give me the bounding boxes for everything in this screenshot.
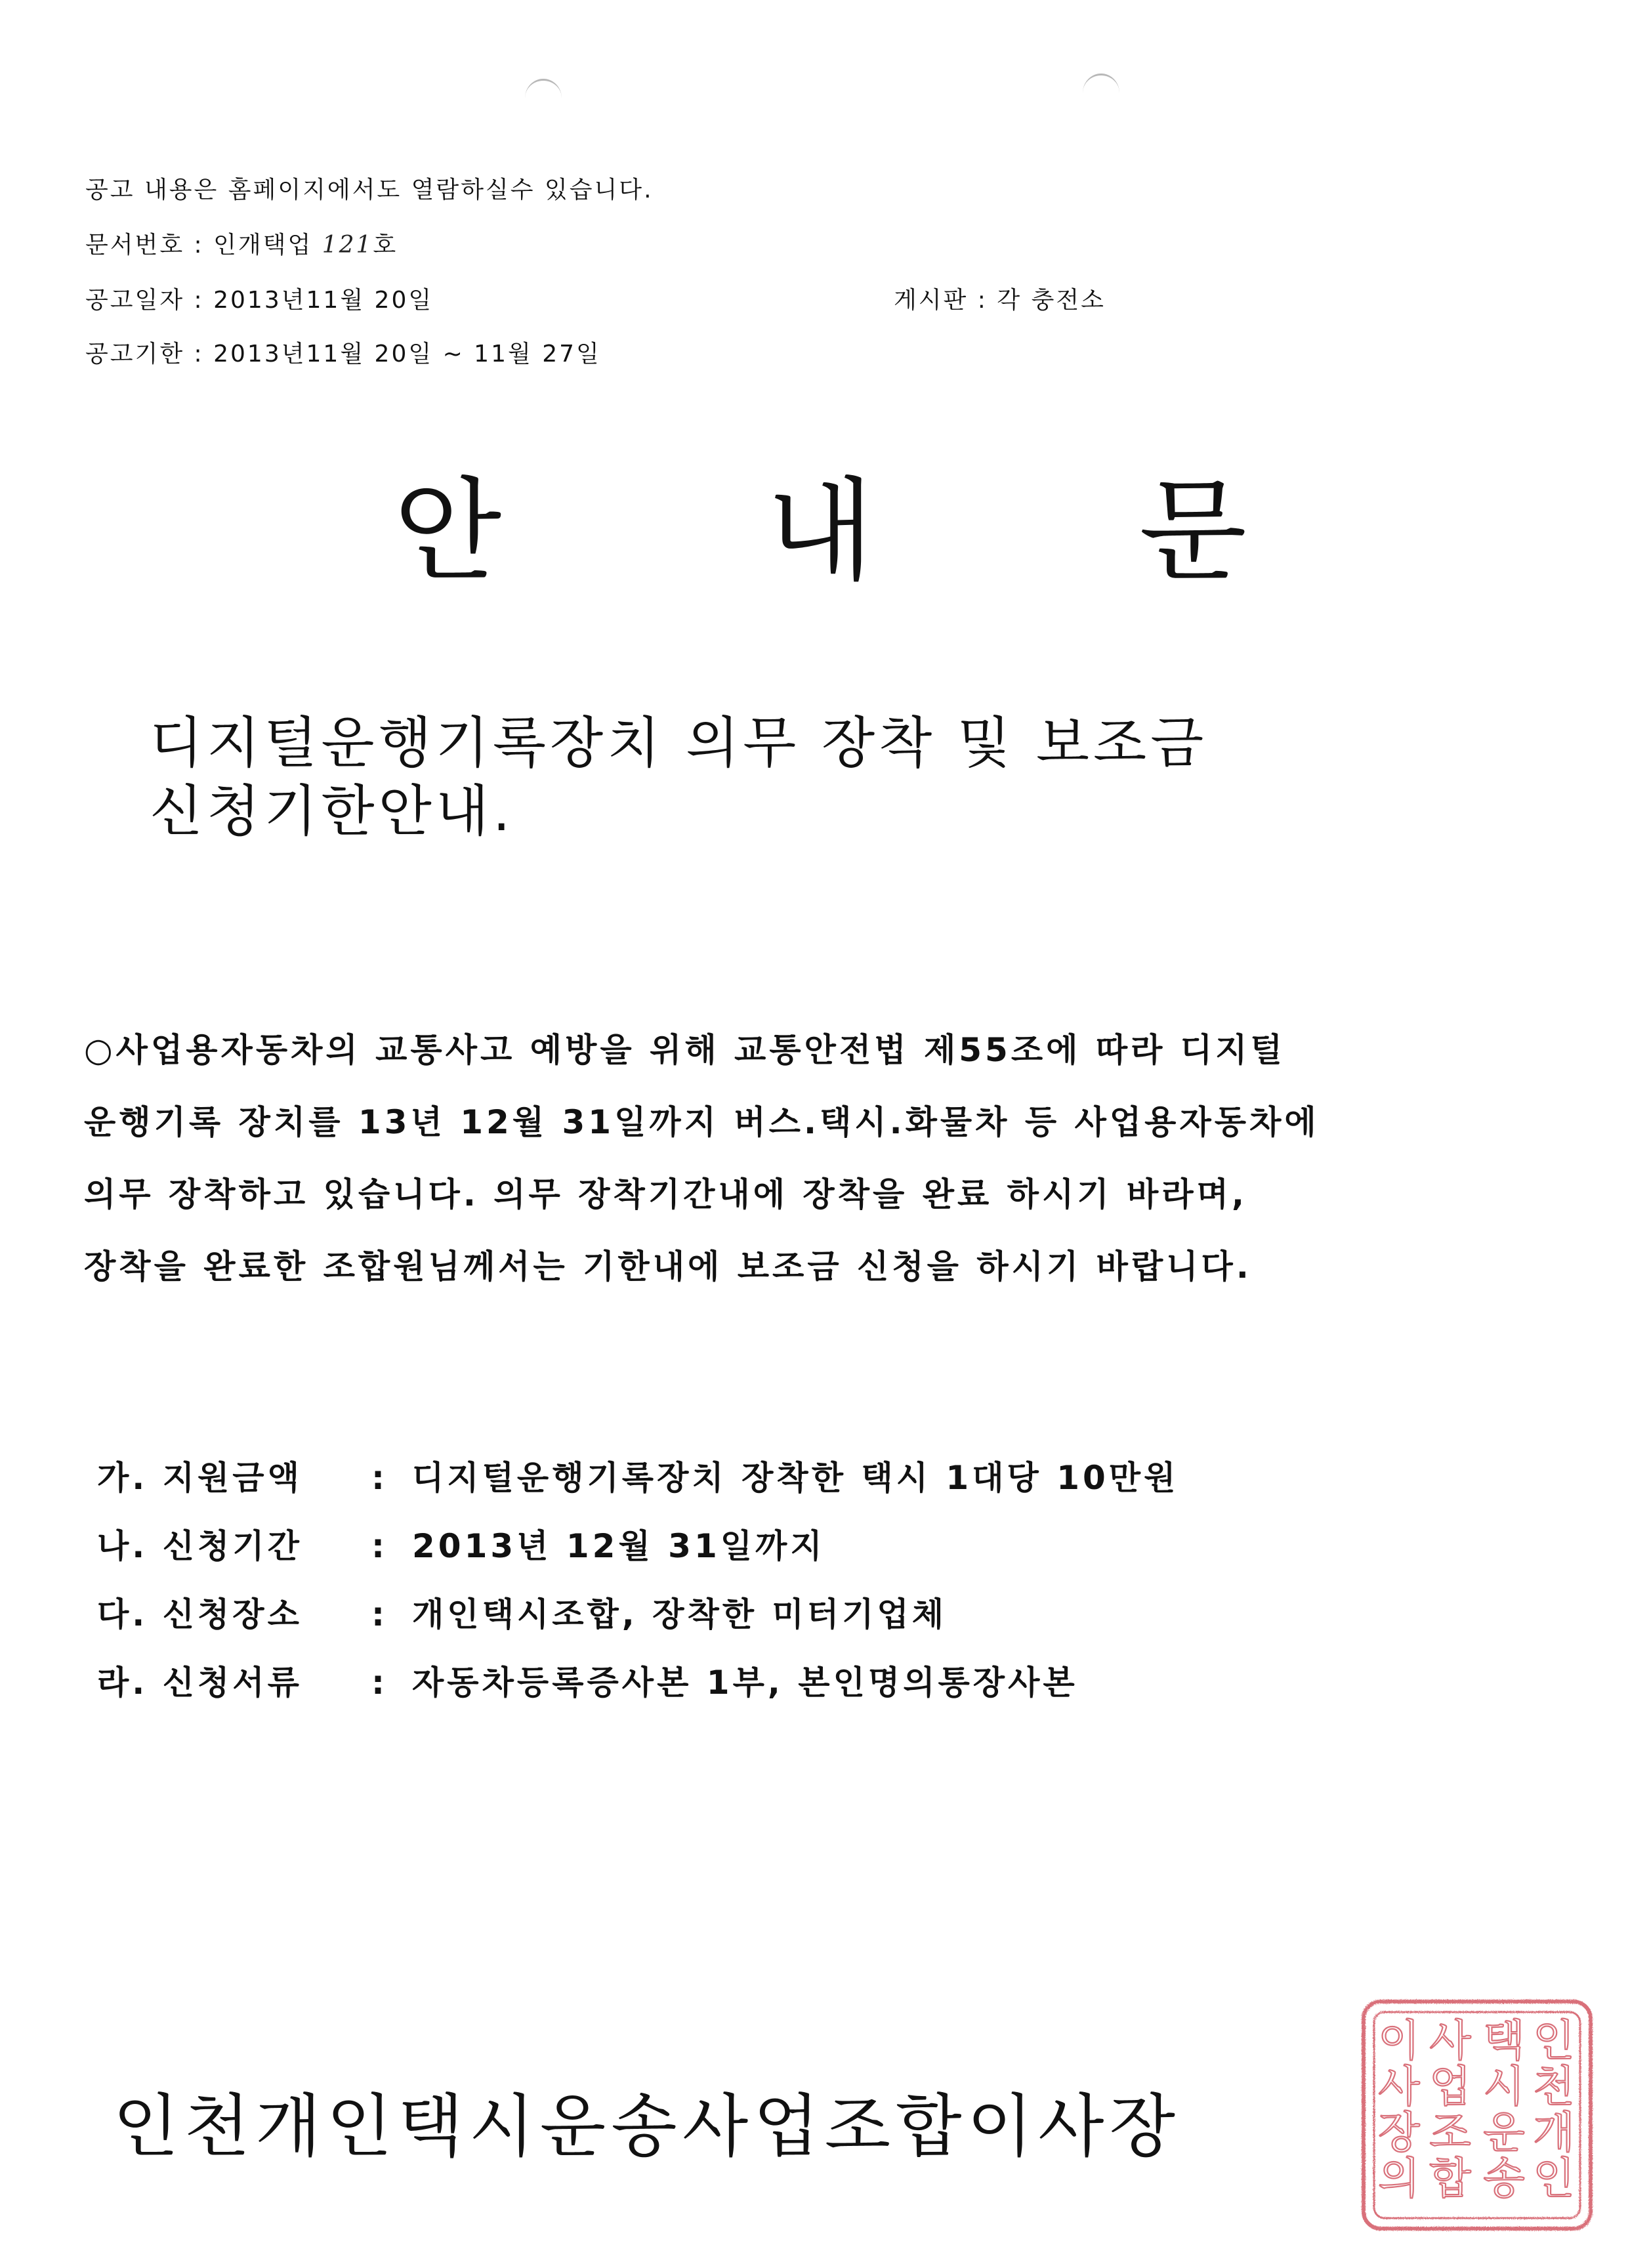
bulletin-board: 게시판 : 각 충전소 (894, 287, 1106, 314)
body-line: 장착을 완료한 조합원님께서는 기한내에 보조금 신청을 하시기 바랍니다. (84, 1248, 1252, 1286)
punch-hole-mark (1083, 74, 1119, 112)
item-colon: : (371, 1527, 388, 1565)
item-value: 디지털운행기록장치 장착한 택시 1대당 10만원 (412, 1459, 1179, 1497)
seal-character: 업 (1429, 2061, 1471, 2112)
seal-character: 시 (1483, 2061, 1525, 2112)
body-line: 운행기록 장치를 13년 12월 31일까지 버스.택시.화물차 등 사업용자동차에 (84, 1103, 1320, 1141)
item-key: 가. 지원금액 (97, 1459, 303, 1497)
seal-character: 의 (1378, 2153, 1420, 2204)
notice-period: 공고기한 : 2013년11월 20일 ~ 11월 27일 (85, 341, 601, 368)
homepage-notice: 공고 내용은 홈페이지에서도 열람하실수 있습니다. (85, 177, 654, 203)
list-item (97, 1648, 1475, 1717)
punch-hole-mark (525, 79, 562, 117)
seal-character: 인 (1533, 2153, 1575, 2204)
item-colon: : (371, 1595, 388, 1633)
item-key: 다. 신청장소 (97, 1595, 303, 1633)
seal-character: 사 (1429, 2015, 1471, 2066)
seal-character: 운 (1483, 2107, 1525, 2158)
list-item (97, 1444, 1475, 1512)
body-line: 의무 장착하고 있습니다. 의무 장착기간내에 장착을 완료 하시기 바라며, (84, 1175, 1247, 1213)
title-char: 안 (394, 467, 502, 597)
body-line: ○사업용자동차의 교통사고 예방을 위해 교통안전법 제55조에 따라 디지털 (84, 1031, 1285, 1069)
signature-line: 인천개인택시운송사업조합이사장 (113, 2086, 1180, 2166)
seal-character: 이 (1378, 2015, 1420, 2066)
document-number (85, 231, 398, 260)
detail-list (97, 1444, 1475, 1717)
item-key: 라. 신청서류 (97, 1664, 303, 1702)
title-char: 내 (766, 467, 875, 597)
seal-character: 합 (1429, 2153, 1471, 2204)
seal-character: 송 (1483, 2153, 1525, 2204)
document-subtitle (150, 709, 1495, 845)
seal-character: 택 (1483, 2015, 1525, 2066)
notice-date: 공고일자 : 2013년11월 20일 (85, 287, 434, 314)
item-value: 자동차등록증사본 1부, 본인명의통장사본 (412, 1664, 1078, 1702)
item-key: 나. 신청기간 (97, 1527, 303, 1565)
seal-character: 조 (1429, 2107, 1471, 2158)
body-paragraph (84, 1014, 1482, 1303)
title-char: 문 (1138, 467, 1247, 597)
subtitle-line: 디지털운행기록장치 의무 장착 및 보조금 (150, 711, 1208, 775)
seal-character: 개 (1533, 2107, 1575, 2158)
item-colon: : (371, 1459, 388, 1497)
document-title (394, 466, 1247, 597)
document-number-label: 문서번호 : 인개택업 (85, 232, 313, 259)
list-item (97, 1580, 1475, 1648)
list-item (97, 1512, 1475, 1580)
item-value: 2013년 12월 31일까지 (412, 1527, 825, 1565)
subtitle-line: 신청기한안내. (150, 779, 514, 843)
seal-character: 천 (1533, 2061, 1575, 2112)
document-number-suffix: 호 (373, 232, 398, 259)
item-value: 개인택시조합, 장착한 미터기업체 (412, 1595, 948, 1633)
official-seal (1357, 1995, 1597, 2235)
document-number-handwritten: 121 (322, 232, 373, 259)
seal-character: 장 (1378, 2107, 1420, 2158)
seal-character: 인 (1533, 2015, 1575, 2066)
item-colon: : (371, 1664, 388, 1702)
seal-character: 사 (1378, 2061, 1420, 2112)
